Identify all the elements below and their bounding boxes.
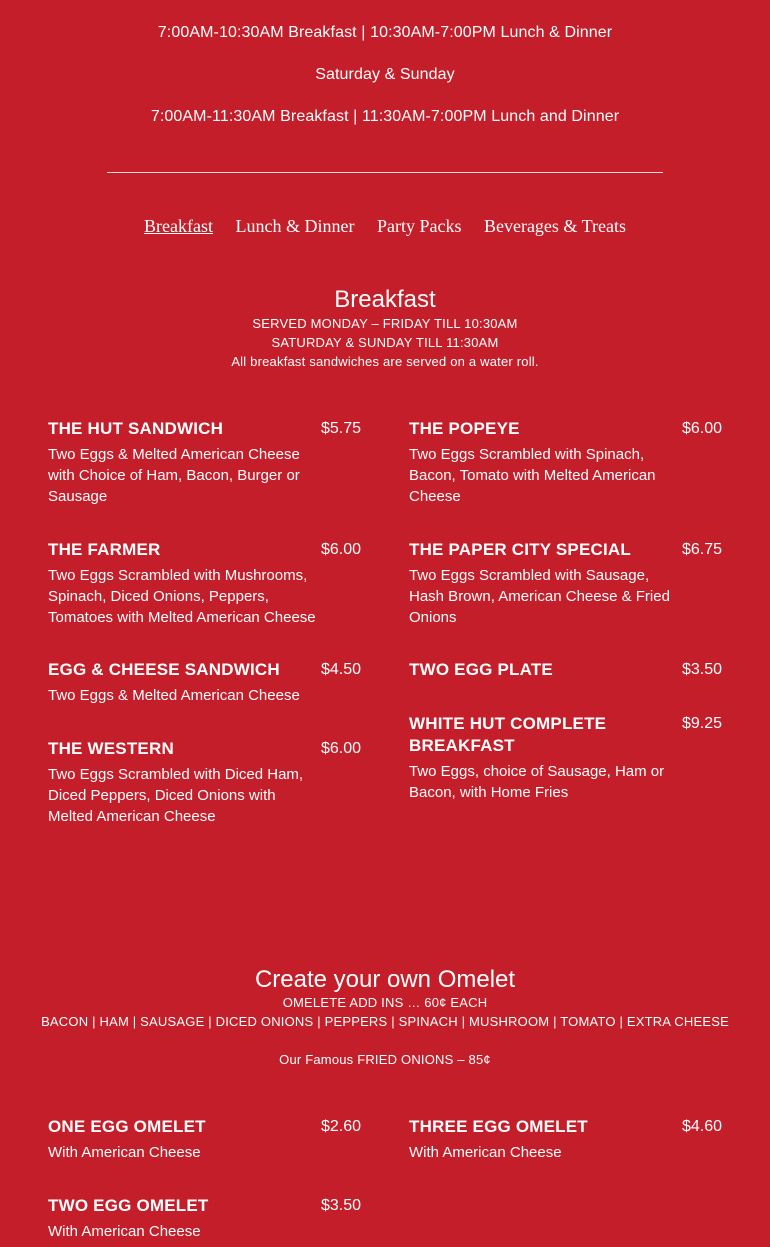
item-name: ONE EGG OMELET <box>48 1117 206 1136</box>
item-description: Two Eggs Scrambled with Diced Ham, Diced Peppers, Diced Onions with Melted American Cheese <box>48 766 304 825</box>
item-description: With American Cheese <box>48 1223 201 1240</box>
menu-item-egg-cheese-sandwich <box>48 659 361 706</box>
breakfast-served-weekday: SERVED MONDAY – FRIDAY TILL 10:30AM <box>252 316 518 331</box>
tab-breakfast[interactable]: Breakfast <box>144 216 213 236</box>
item-name: WHITE HUT COMPLETE BREAKFAST <box>409 714 607 755</box>
tab-beverages-treats[interactable]: Beverages & Treats <box>483 216 626 236</box>
item-name: TWO EGG PLATE <box>409 660 553 679</box>
item-description: Two Eggs Scrambled with Spinach, Bacon, Tomato with Melted American Cheese <box>409 446 656 505</box>
divider <box>107 172 663 173</box>
weekday-hours: 7:00AM-10:30AM Breakfast | 10:30AM-7:00PM Lunch & Dinner <box>157 24 613 41</box>
item-description: Two Eggs & Melted American Cheese with Choice of Ham, Bacon, Burger or Sausage <box>48 446 300 505</box>
item-description: With American Cheese <box>409 1144 562 1161</box>
item-description: Two Eggs, choice of Sausage, Ham or Bacon, with Home Fries <box>409 763 665 801</box>
item-name: THE HUT SANDWICH <box>48 419 224 438</box>
menu-item-two-egg-omelet <box>48 1195 361 1242</box>
item-name: THE WESTERN <box>48 739 174 758</box>
item-name: THREE EGG OMELET <box>409 1117 588 1136</box>
item-price: $3.50 <box>320 1197 361 1214</box>
weekend-label: Saturday & Sunday <box>315 66 455 83</box>
breakfast-served-weekend: SATURDAY & SUNDAY TILL 11:30AM <box>271 335 499 350</box>
menu-item-popeye <box>409 418 722 507</box>
breakfast-title: Breakfast <box>334 286 436 313</box>
menu-item-western <box>48 738 361 827</box>
item-name: TWO EGG OMELET <box>48 1196 209 1215</box>
menu-item-three-egg-omelet <box>409 1116 722 1163</box>
item-price: $3.50 <box>681 661 722 678</box>
item-description: Two Eggs Scrambled with Mushrooms, Spinach, Diced Onions, Peppers, Tomatoes with Melted American Cheese <box>48 567 316 626</box>
omelet-add-ins-price: OMELETE ADD INS … 60¢ EACH <box>282 995 488 1010</box>
item-name: THE POPEYE <box>409 419 520 438</box>
item-description: Two Eggs Scrambled with Sausage, Hash Brown, American Cheese & Fried Onions <box>409 567 670 626</box>
omelet-add-ins-list: BACON | HAM | SAUSAGE | DICED ONIONS | PEPPERS | SPINACH | MUSHROOM | TOMATO | EXTRA CHEESE <box>41 1014 729 1029</box>
item-price: $4.60 <box>681 1118 722 1135</box>
menu-item-white-hut-complete-breakfast <box>409 713 722 803</box>
menu-tabs <box>0 216 770 237</box>
item-price: $6.00 <box>320 740 361 757</box>
menu-item-hut-sandwich <box>48 418 361 507</box>
item-price: $6.75 <box>681 541 722 558</box>
breakfast-note: All breakfast sandwiches are served on a water roll. <box>231 354 539 369</box>
item-price: $9.25 <box>681 715 722 732</box>
item-name: EGG & CHEESE SANDWICH <box>48 660 280 679</box>
menu-item-two-egg-plate <box>409 659 722 681</box>
item-price: $5.75 <box>320 420 361 437</box>
omelet-title: Create your own Omelet <box>254 966 516 993</box>
menu-item-paper-city-special <box>409 539 722 628</box>
item-price: $2.60 <box>320 1118 361 1135</box>
tab-lunch-dinner[interactable]: Lunch & Dinner <box>235 216 355 236</box>
tab-party-packs[interactable]: Party Packs <box>376 216 462 236</box>
item-description: Two Eggs & Melted American Cheese <box>48 687 300 704</box>
item-name: THE FARMER <box>48 540 161 559</box>
item-price: $4.50 <box>320 661 361 678</box>
item-price: $6.00 <box>681 420 722 437</box>
weekend-hours: 7:00AM-11:30AM Breakfast | 11:30AM-7:00PM Lunch and Dinner <box>150 108 620 125</box>
menu-item-farmer <box>48 539 361 628</box>
item-price: $6.00 <box>320 541 361 558</box>
item-name: THE PAPER CITY SPECIAL <box>409 540 631 559</box>
menu-item-one-egg-omelet <box>48 1116 361 1163</box>
item-description: With American Cheese <box>48 1144 201 1161</box>
omelet-fried-onions: Our Famous FRIED ONIONS – 85¢ <box>279 1052 491 1067</box>
